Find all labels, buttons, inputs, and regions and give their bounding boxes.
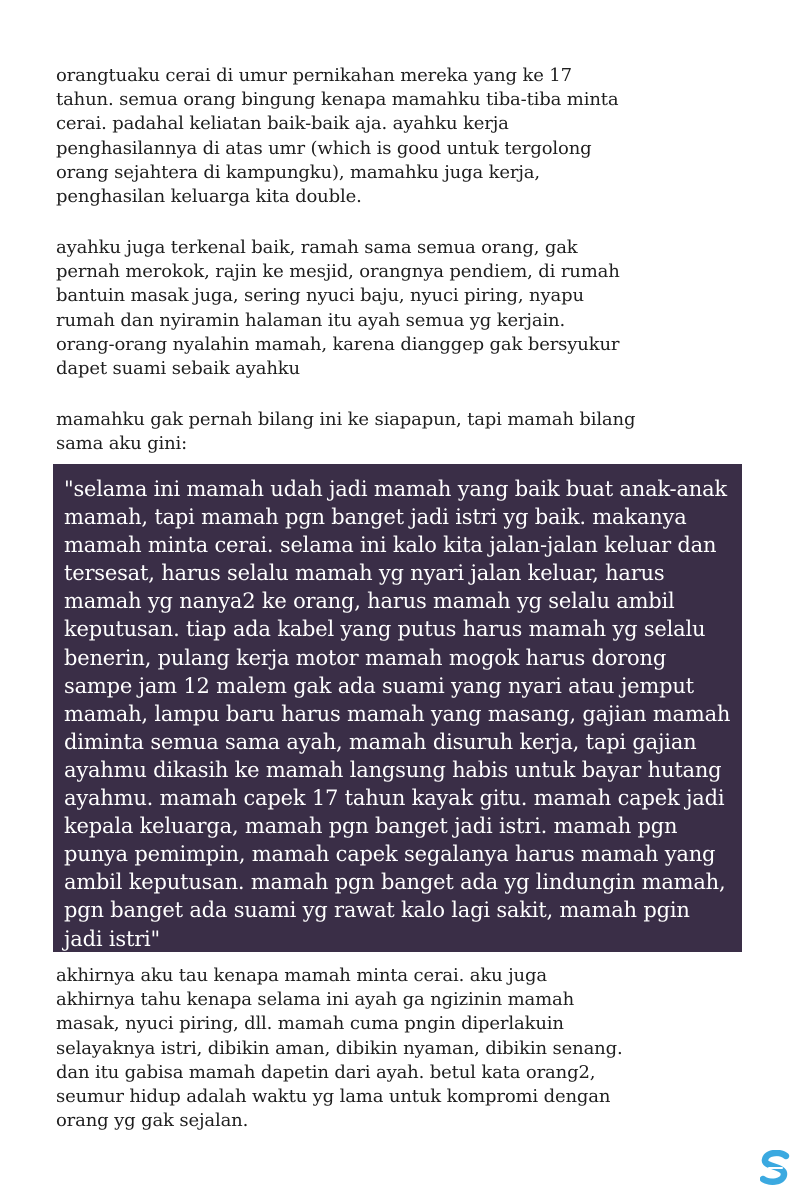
paragraph-4: akhirnya aku tau kenapa mamah minta cerai. aku juga akhirnya tahu kenapa selama ini ayah ga ngizinin mamah masak, nyuci piring, dll. mamah cuma pngin diperlakuin selayaknya istri, dibikin aman, dibikin nyaman, dibikin senang. dan itu gabisa mamah dapetin dari ayah. betul kata orang2, seumur hidup adalah waktu yg lama untuk kompromi dengan orang yg gak sejalan. [56, 965, 623, 1132]
paragraph-3: mamahku gak pernah bilang ini ke siapapun, tapi mamah bilang sama aku gini: [56, 409, 636, 455]
paragraph-1: orangtuaku cerai di umur pernikahan mereka yang ke 17 tahun. semua orang bingung kenapa mamahku tiba-tiba minta cerai. padahal keliatan baik-baik aja. ayahku kerja penghasilannya di atas umr (which is good untuk tergolong orang sejahtera di kampungku), mamahku juga kerja, penghasilan keluarga kita double. [56, 65, 619, 208]
quote-text: "selama ini mamah udah jadi mamah yang baik buat anak-anak mamah, tapi mamah pgn banget jadi istri yg baik. makanya mamah minta cerai. selama ini kalo kita jalan-jalan keluar dan tersesat, harus selalu mamah yg nyari jalan keluar, harus mamah yg nanya2 ke orang, harus mamah yg selalu ambil keputusan. tiap ada kabel yang putus harus mamah yg selalu benerin, pulang kerja motor mamah mogok harus dorong sampe jam 12 malem gak ada suami yang nyari atau jemput mamah, lampu baru harus mamah yang masang, gajian mamah diminta semua sama ayah, mamah disuruh kerja, tapi gajian ayahmu dikasih ke mamah langsung habis untuk bayar hutang ayahmu. mamah capek 17 tahun kayak gitu. mamah capek jadi kepala keluarga, mamah pgn banget jadi istri. mamah pgn punya pemimpin, mamah capek segalanya harus mamah yang ambil keputusan. mamah pgn banget ada yg lindungin mamah, pgn banget ada suami yg rawat kalo lagi sakit, mamah pgin jadi istri" [64, 477, 731, 951]
paragraph-2: ayahku juga terkenal baik, ramah sama semua orang, gak pernah merokok, rajin ke mesjid, orangnya pendiem, di rumah bantuin masak juga, sering nyuci baju, nyuci piring, nyapu rumah dan nyiramin halaman itu ayah semua yg kerjain. orang-orang nyalahin mamah, karena dianggep gak bersyukur dapet suami sebaik ayahku [56, 237, 620, 380]
quote-block [53, 464, 742, 952]
s-logo-icon [760, 1150, 790, 1186]
